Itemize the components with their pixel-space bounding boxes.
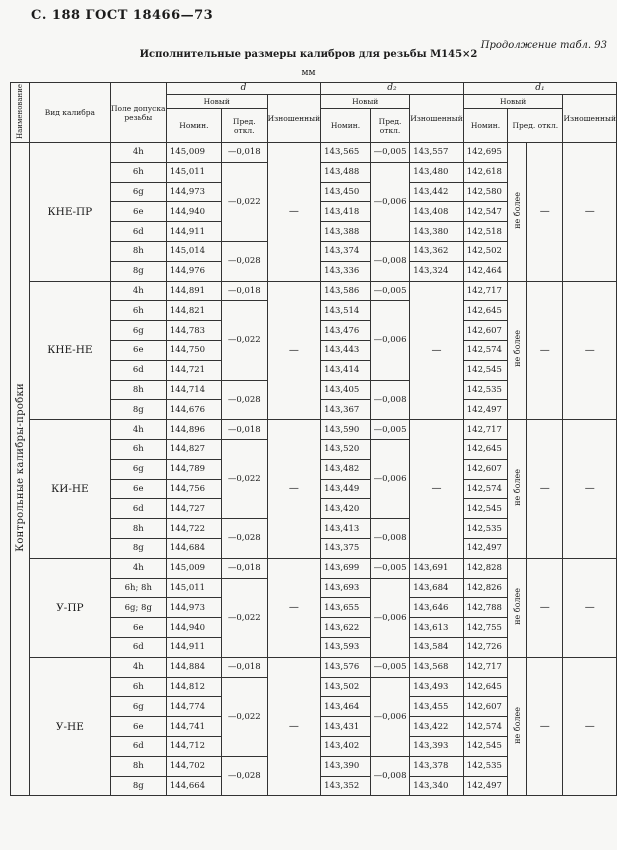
d-deviation: —0,018 — [222, 657, 268, 677]
d-nominal: 144,702 — [166, 756, 221, 776]
d2-nominal: 143,367 — [321, 400, 371, 420]
d-nominal: 145,011 — [166, 162, 221, 182]
d-nominal: 144,712 — [166, 736, 221, 756]
tolerance-field: 8g — [110, 538, 166, 558]
d1-nominal: 142,547 — [463, 202, 507, 222]
d1-nominal: 142,717 — [463, 657, 507, 677]
table-row — [11, 281, 617, 301]
tolerance-field: 8h — [110, 756, 166, 776]
d2-deviation: —0,006 — [370, 301, 409, 380]
d2-nominal: 143,420 — [321, 499, 371, 519]
d2-worn: 143,691 — [410, 558, 464, 578]
d2-nominal: 143,586 — [321, 281, 371, 301]
d-nominal: 144,911 — [166, 222, 221, 242]
d2-worn: 143,613 — [410, 618, 464, 638]
d2-nominal: 143,375 — [321, 538, 371, 558]
d2-worn: 143,340 — [410, 776, 464, 796]
tolerance-field: 6d — [110, 222, 166, 242]
d2-worn: 143,646 — [410, 598, 464, 618]
header-name: Наименование — [11, 83, 30, 143]
side-label: Контрольные калибры-пробки — [11, 143, 30, 796]
d-nominal: 144,684 — [166, 538, 221, 558]
d-nominal: 144,789 — [166, 459, 221, 479]
d1-nominal: 142,497 — [463, 776, 507, 796]
d1-nominal: 142,726 — [463, 637, 507, 657]
d-nominal: 144,940 — [166, 202, 221, 222]
d1-nominal: 142,502 — [463, 241, 507, 261]
d1-ne-bolee: не более — [508, 143, 527, 282]
gauge-kind: КНЕ-НЕ — [30, 281, 110, 420]
tolerance-field: 8g — [110, 261, 166, 281]
d1-ne-bolee: не более — [508, 420, 527, 559]
d1-nominal: 142,535 — [463, 380, 507, 400]
table-row — [11, 657, 617, 677]
d1-deviation: — — [527, 657, 563, 796]
d1-worn: — — [563, 558, 617, 657]
d-deviation: —0,022 — [222, 578, 268, 657]
d1-ne-bolee: не более — [508, 558, 527, 657]
d2-worn: 143,422 — [410, 717, 464, 737]
d2-worn: 143,324 — [410, 261, 464, 281]
d-nominal: 144,774 — [166, 697, 221, 717]
d1-nominal: 142,535 — [463, 756, 507, 776]
tolerance-field: 4h — [110, 143, 166, 163]
d2-worn: — — [410, 420, 464, 559]
d2-nominal: 143,405 — [321, 380, 371, 400]
table-row — [11, 420, 617, 440]
d2-nominal: 143,482 — [321, 459, 371, 479]
header-d2-worn: Изношенный — [410, 95, 464, 143]
header-d2-nom: Номин. — [321, 109, 371, 143]
d1-nominal: 142,574 — [463, 717, 507, 737]
d2-nominal: 143,413 — [321, 519, 371, 539]
d-nominal: 144,750 — [166, 340, 221, 360]
d2-deviation: —0,005 — [370, 281, 409, 301]
d2-worn: 143,380 — [410, 222, 464, 242]
d-deviation: —0,028 — [222, 519, 268, 559]
d-deviation: —0,028 — [222, 380, 268, 420]
d1-nominal: 142,717 — [463, 281, 507, 301]
header-d1-new: Новый — [463, 95, 563, 109]
d-nominal: 145,009 — [166, 143, 221, 163]
d1-deviation: — — [527, 420, 563, 559]
d2-nominal: 143,449 — [321, 479, 371, 499]
tolerance-field: 6g — [110, 182, 166, 202]
d2-nominal: 143,418 — [321, 202, 371, 222]
d2-worn: 143,493 — [410, 677, 464, 697]
d1-nominal: 142,607 — [463, 697, 507, 717]
d2-worn: 143,568 — [410, 657, 464, 677]
d-nominal: 144,896 — [166, 420, 221, 440]
d1-nominal: 142,645 — [463, 439, 507, 459]
d2-nominal: 143,520 — [321, 439, 371, 459]
d2-nominal: 143,450 — [321, 182, 371, 202]
tolerance-field: 6g — [110, 459, 166, 479]
d2-nominal: 143,336 — [321, 261, 371, 281]
d2-nominal: 143,565 — [321, 143, 371, 163]
d2-deviation: —0,005 — [370, 558, 409, 578]
d2-nominal: 143,443 — [321, 340, 371, 360]
d2-nominal: 143,590 — [321, 420, 371, 440]
d-nominal: 144,756 — [166, 479, 221, 499]
table-row — [11, 558, 617, 578]
d-worn: — — [267, 657, 321, 796]
d-nominal: 144,973 — [166, 182, 221, 202]
d1-nominal: 142,535 — [463, 519, 507, 539]
d1-deviation: — — [527, 281, 563, 420]
d-deviation: —0,022 — [222, 162, 268, 241]
d1-nominal: 142,545 — [463, 360, 507, 380]
d1-nominal: 142,618 — [463, 162, 507, 182]
d1-ne-bolee: не более — [508, 657, 527, 796]
d1-worn: — — [563, 657, 617, 796]
d2-worn: — — [410, 281, 464, 420]
d-nominal: 144,891 — [166, 281, 221, 301]
d-deviation: —0,018 — [222, 420, 268, 440]
tolerance-field: 4h — [110, 420, 166, 440]
d2-nominal: 143,390 — [321, 756, 371, 776]
d2-nominal: 143,388 — [321, 222, 371, 242]
gauge-kind: У-ПР — [30, 558, 110, 657]
tolerance-field: 6e — [110, 717, 166, 737]
header-d: d — [166, 83, 320, 95]
d2-nominal: 143,402 — [321, 736, 371, 756]
d2-deviation: —0,006 — [370, 439, 409, 518]
d-nominal: 144,911 — [166, 637, 221, 657]
d2-worn: 143,442 — [410, 182, 464, 202]
d2-nominal: 143,414 — [321, 360, 371, 380]
header-d1-worn: Изношенный — [563, 95, 617, 143]
d2-nominal: 143,464 — [321, 697, 371, 717]
tolerance-field: 6d — [110, 736, 166, 756]
tolerance-field: 6h — [110, 439, 166, 459]
tolerance-field: 6d — [110, 499, 166, 519]
d2-deviation: —0,008 — [370, 756, 409, 796]
d1-nominal: 142,695 — [463, 143, 507, 163]
d2-worn: 143,557 — [410, 143, 464, 163]
dimensions-table — [10, 82, 617, 796]
table-row — [11, 143, 617, 163]
d2-nominal: 143,352 — [321, 776, 371, 796]
d2-deviation: —0,008 — [370, 241, 409, 281]
d-nominal: 145,009 — [166, 558, 221, 578]
header-tolerance: Поле допуска резьбы — [110, 83, 166, 143]
tolerance-field: 6e — [110, 618, 166, 638]
d1-nominal: 142,607 — [463, 459, 507, 479]
header-d2: d₂ — [321, 83, 464, 95]
tolerance-field: 6g — [110, 321, 166, 341]
d-nominal: 144,741 — [166, 717, 221, 737]
d1-nominal: 142,545 — [463, 499, 507, 519]
tolerance-field: 4h — [110, 281, 166, 301]
d-deviation: —0,022 — [222, 301, 268, 380]
d2-deviation: —0,008 — [370, 519, 409, 559]
d-worn: — — [267, 281, 321, 420]
tolerance-field: 6e — [110, 340, 166, 360]
d1-nominal: 142,755 — [463, 618, 507, 638]
d2-nominal: 143,655 — [321, 598, 371, 618]
d2-nominal: 143,576 — [321, 657, 371, 677]
header-d-nom: Номин. — [166, 109, 221, 143]
d1-nominal: 142,580 — [463, 182, 507, 202]
d-deviation: —0,028 — [222, 756, 268, 796]
header-d-worn: Изношенный — [267, 95, 321, 143]
d1-nominal: 142,574 — [463, 479, 507, 499]
d-nominal: 144,884 — [166, 657, 221, 677]
d2-nominal: 143,593 — [321, 637, 371, 657]
d-deviation: —0,022 — [222, 439, 268, 518]
d1-nominal: 142,518 — [463, 222, 507, 242]
d2-worn: 143,362 — [410, 241, 464, 261]
tolerance-field: 8h — [110, 380, 166, 400]
d-deviation: —0,018 — [222, 558, 268, 578]
d1-worn: — — [563, 420, 617, 559]
d-nominal: 144,722 — [166, 519, 221, 539]
header-kind: Вид калибра — [30, 83, 110, 143]
d1-nominal: 142,574 — [463, 340, 507, 360]
tolerance-field: 4h — [110, 558, 166, 578]
tolerance-field: 6g; 8g — [110, 598, 166, 618]
gauge-kind: КИ-НЕ — [30, 420, 110, 559]
d2-worn: 143,455 — [410, 697, 464, 717]
header-d-dev: Пред. откл. — [222, 109, 268, 143]
d1-worn: — — [563, 143, 617, 282]
continuation-label: Продолжение табл. 93 — [480, 40, 607, 51]
unit-label: мм — [301, 68, 316, 78]
tolerance-field: 4h — [110, 657, 166, 677]
d-nominal: 144,721 — [166, 360, 221, 380]
d2-nominal: 143,488 — [321, 162, 371, 182]
tolerance-field: 6g — [110, 697, 166, 717]
d2-worn: 143,480 — [410, 162, 464, 182]
d-nominal: 144,676 — [166, 400, 221, 420]
d-deviation: —0,028 — [222, 241, 268, 281]
d-worn: — — [267, 558, 321, 657]
tolerance-field: 6h — [110, 162, 166, 182]
d2-nominal: 143,693 — [321, 578, 371, 598]
d-nominal: 144,973 — [166, 598, 221, 618]
d2-nominal: 143,622 — [321, 618, 371, 638]
d2-deviation: —0,006 — [370, 578, 409, 657]
d1-nominal: 142,828 — [463, 558, 507, 578]
d2-deviation: —0,005 — [370, 143, 409, 163]
d2-deviation: —0,005 — [370, 657, 409, 677]
d1-worn: — — [563, 281, 617, 420]
d-worn: — — [267, 420, 321, 559]
table-body — [11, 143, 617, 796]
d2-deviation: —0,006 — [370, 162, 409, 241]
tolerance-field: 8g — [110, 776, 166, 796]
d2-nominal: 143,514 — [321, 301, 371, 321]
gauge-kind: У-НЕ — [30, 657, 110, 796]
header-d2-new: Новый — [321, 95, 410, 109]
d2-nominal: 143,374 — [321, 241, 371, 261]
d1-ne-bolee: не более — [508, 281, 527, 420]
gauge-kind: КНЕ-ПР — [30, 143, 110, 282]
d1-nominal: 142,464 — [463, 261, 507, 281]
d1-deviation: — — [527, 143, 563, 282]
d-nominal: 144,664 — [166, 776, 221, 796]
tolerance-field: 6d — [110, 637, 166, 657]
d1-nominal: 142,645 — [463, 677, 507, 697]
d-worn: — — [267, 143, 321, 282]
d2-nominal: 143,699 — [321, 558, 371, 578]
d-nominal: 144,940 — [166, 618, 221, 638]
tolerance-field: 6h; 8h — [110, 578, 166, 598]
d1-deviation: — — [527, 558, 563, 657]
tolerance-field: 6h — [110, 677, 166, 697]
tolerance-field: 8g — [110, 400, 166, 420]
header-d-new: Новый — [166, 95, 267, 109]
d-nominal: 144,714 — [166, 380, 221, 400]
tolerance-field: 8h — [110, 519, 166, 539]
d-nominal: 144,976 — [166, 261, 221, 281]
d-nominal: 145,011 — [166, 578, 221, 598]
d-deviation: —0,018 — [222, 281, 268, 301]
d2-deviation: —0,005 — [370, 420, 409, 440]
d2-worn: 143,684 — [410, 578, 464, 598]
page-header: С. 188 ГОСТ 18466—73 — [31, 8, 214, 23]
header-d1: d₁ — [463, 83, 616, 95]
d1-nominal: 142,788 — [463, 598, 507, 618]
d2-nominal: 143,476 — [321, 321, 371, 341]
d2-worn: 143,408 — [410, 202, 464, 222]
d1-nominal: 142,826 — [463, 578, 507, 598]
d2-deviation: —0,008 — [370, 380, 409, 420]
table-title: Исполнительные размеры калибров для резьбы М145×2 — [139, 49, 478, 60]
d2-deviation: —0,006 — [370, 677, 409, 756]
header-d2-dev: Пред. откл. — [370, 109, 409, 143]
d-nominal: 144,827 — [166, 439, 221, 459]
tolerance-field: 6h — [110, 301, 166, 321]
d1-nominal: 142,545 — [463, 736, 507, 756]
tolerance-field: 8h — [110, 241, 166, 261]
d1-nominal: 142,645 — [463, 301, 507, 321]
d-deviation: —0,022 — [222, 677, 268, 756]
d-nominal: 144,727 — [166, 499, 221, 519]
d-deviation: —0,018 — [222, 143, 268, 163]
header-d1-dev: Пред. откл. — [508, 109, 563, 143]
d2-worn: 143,393 — [410, 736, 464, 756]
tolerance-field: 6e — [110, 479, 166, 499]
d1-nominal: 142,607 — [463, 321, 507, 341]
d2-worn: 143,378 — [410, 756, 464, 776]
d1-nominal: 142,717 — [463, 420, 507, 440]
d2-nominal: 143,431 — [321, 717, 371, 737]
d1-nominal: 142,497 — [463, 400, 507, 420]
d-nominal: 144,812 — [166, 677, 221, 697]
d1-nominal: 142,497 — [463, 538, 507, 558]
d2-worn: 143,584 — [410, 637, 464, 657]
d2-nominal: 143,502 — [321, 677, 371, 697]
d-nominal: 145,014 — [166, 241, 221, 261]
tolerance-field: 6d — [110, 360, 166, 380]
d-nominal: 144,783 — [166, 321, 221, 341]
header-d1-nom: Номин. — [463, 109, 507, 143]
d-nominal: 144,821 — [166, 301, 221, 321]
tolerance-field: 6e — [110, 202, 166, 222]
